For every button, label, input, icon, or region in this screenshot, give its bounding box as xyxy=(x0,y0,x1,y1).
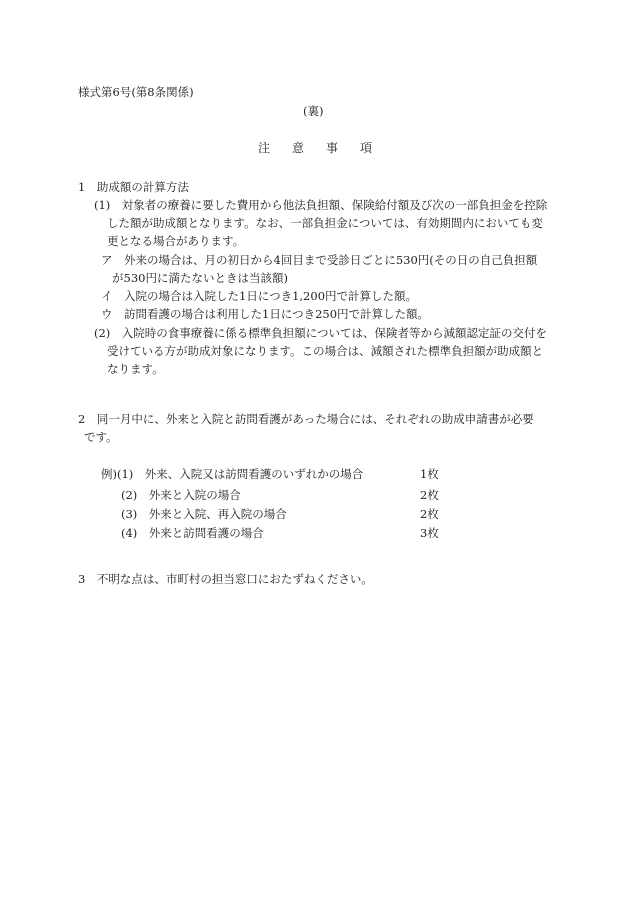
side-label: (裏) xyxy=(303,104,324,118)
title-char: 項 xyxy=(360,141,373,155)
item2-line: 受けている方が助成対象になります。この場合は、減額された標準負担額が助成額と xyxy=(107,344,544,358)
example-label: (3) 外来と入院、再入院の場合 xyxy=(121,507,287,521)
title-char: 意 xyxy=(291,141,304,155)
item1-line: (1) 対象者の療養に要した費用から他法負担額、保険給付額及び次の一部負担金を控除 xyxy=(94,198,548,212)
sub-a-line: が530円に満たないときは当該額) xyxy=(112,271,288,285)
example-count: 2枚 xyxy=(420,507,439,521)
form-id: 様式第6号(第8条関係) xyxy=(78,85,194,99)
item2-line: (2) 入院時の食事療養に係る標準負担額については、保険者等から減額認定証の交付を xyxy=(94,326,548,340)
item2-line: なります。 xyxy=(107,362,164,376)
sub-i-line: イ 入院の場合は入院した1日につき1,200円で計算した額。 xyxy=(101,289,418,303)
title-char: 注 xyxy=(257,141,270,155)
section1-heading: 1 助成額の計算方法 xyxy=(78,180,189,194)
example-count: 3枚 xyxy=(420,526,439,540)
page-title xyxy=(0,139,630,156)
example-count: 1枚 xyxy=(420,467,439,481)
example-label: (2) 外来と入院の場合 xyxy=(121,488,241,502)
title-char: 事 xyxy=(326,141,339,155)
example-label: (4) 外来と訪問看護の場合 xyxy=(121,526,264,540)
section3-text: 3 不明な点は、市町村の担当窓口におたずねください。 xyxy=(78,572,373,586)
section2-line: 2 同一月中に、外来と入院と訪問看護があった場合には、それぞれの助成申請書が必要 xyxy=(78,412,534,426)
sub-a-line: ア 外来の場合は、月の初日から4回目まで受診日ごとに530円(その日の自己負担額 xyxy=(101,253,538,267)
section2-line: です。 xyxy=(84,430,118,444)
item1-line: した額が助成額となります。なお、一部負担金については、有効期間内においても変 xyxy=(107,216,543,230)
example-count: 2枚 xyxy=(420,488,439,502)
sub-u-line: ウ 訪問看護の場合は利用した1日につき250円で計算した額。 xyxy=(101,307,430,321)
example-label: 例)(1) 外来、入院又は訪問看護のいずれかの場合 xyxy=(101,467,364,481)
item1-line: 更となる場合があります。 xyxy=(107,234,245,248)
